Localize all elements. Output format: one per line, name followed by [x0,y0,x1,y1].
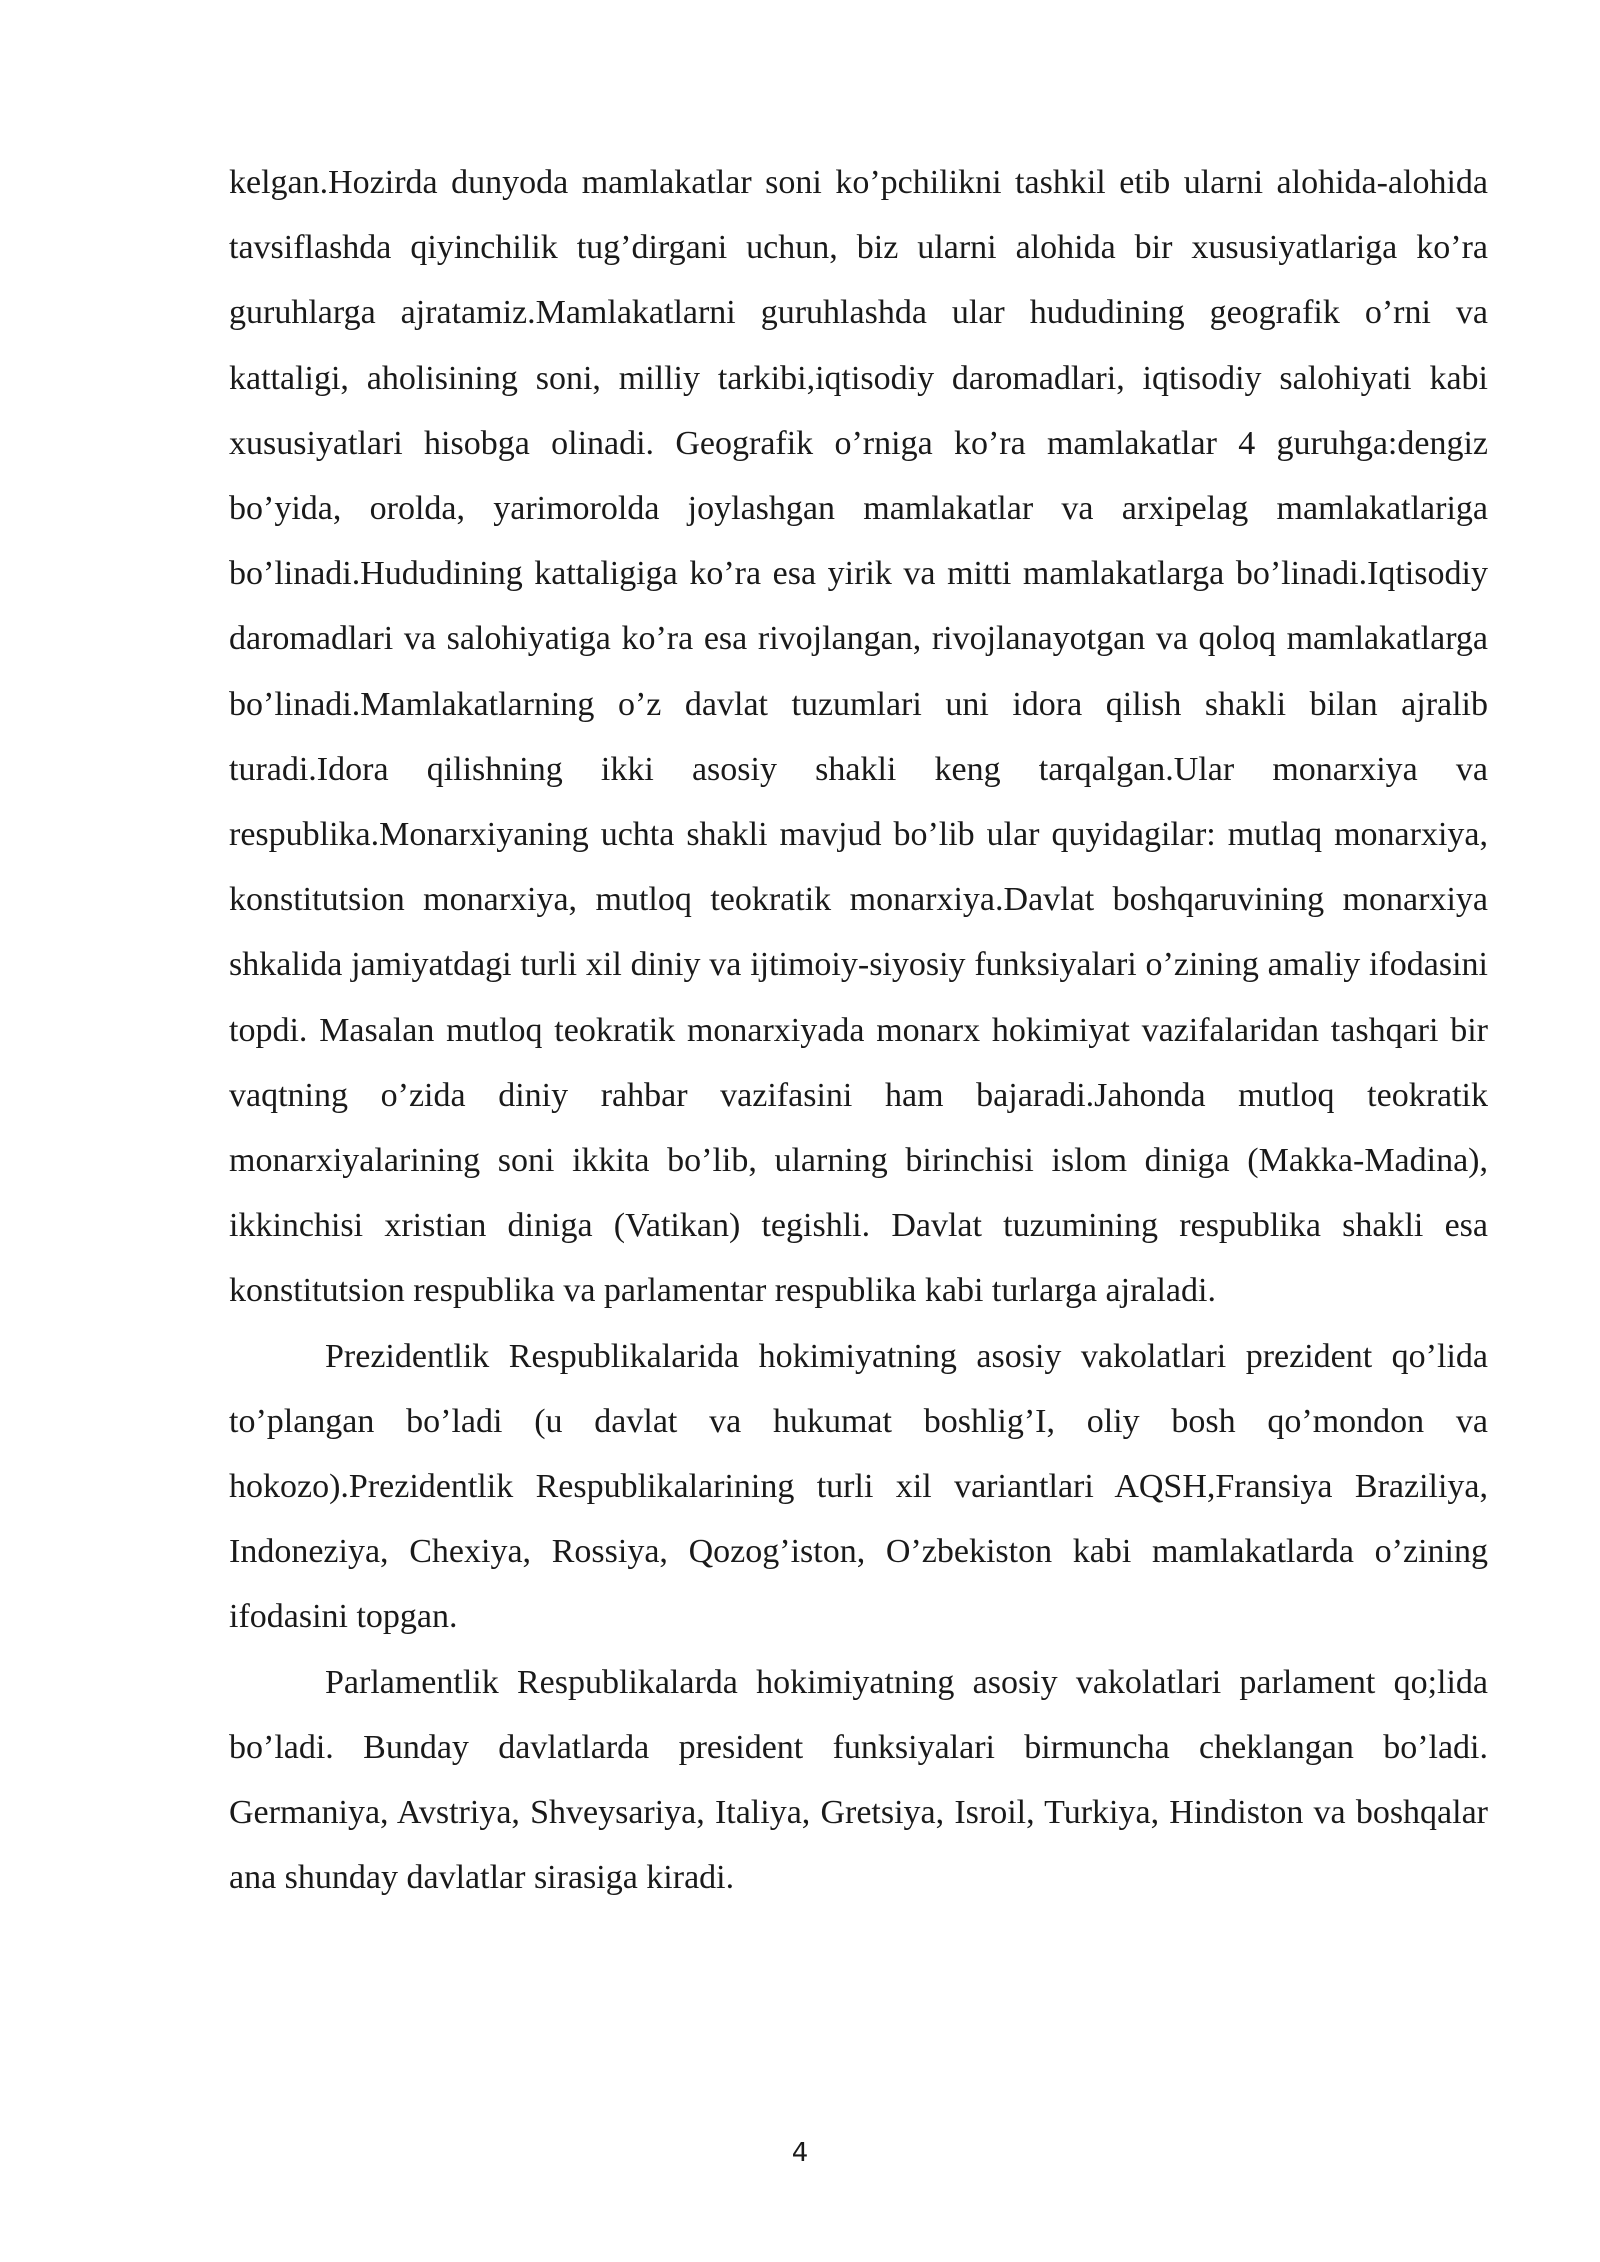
document-body [229,150,1488,1910]
paragraph-1: kelgan.Hozirda dunyoda mamlakatlar soni ko’pchilikni tashkil etib ularni alohida-alohida tavsiflashda qiyinchilik tug’dirgani uchun, biz ularni alohida bir xususiyatlariga ko’ra guruhlarga ajratamiz.Mamlakatlarni guruhlashda ular hududining geografik o’rni va kattaligi, aholisining soni, milliy tarkibi,iqtisodiy daromadlari, iqtisodiy salohiyati kabi xususiyatlari hisobga olinadi. Geografik o’rniga ko’ra mamlakatlar 4 guruhga:dengiz bo’yida, orolda, yarimorolda joylashgan mamlakatlar va arxipelag mamlakatlariga bo’linadi.Hududining kattaligiga ko’ra esa yirik va mitti mamlakatlarga bo’linadi.Iqtisodiy daromadlari va salohiyatiga ko’ra esa rivojlangan, rivojlanayotgan va qoloq mamlakatlarga bo’linadi.Mamlakatlarning o’z davlat tuzumlari uni idora qilish shakli bilan ajralib turadi.Idora qilishning ikki asosiy shakli keng tarqalgan.Ular monarxiya va respublika.Monarxiyaning uchta shakli mavjud bo’lib ular quyidagilar: mutlaq monarxiya, konstitutsion monarxiya, mutloq teokratik monarxiya.Davlat boshqaruvining monarxiya shkalida jamiyatdagi turli xil diniy va ijtimoiy-siyosiy funksiyalari o’zining amaliy ifodasini topdi. Masalan mutloq teokratik monarxiyada monarx hokimiyat vazifalaridan tashqari bir vaqtning o’zida diniy rahbar vazifasini ham bajaradi.Jahonda mutloq teokratik monarxiyalarining soni ikkita bo’lib, ularning birinchisi islom diniga (Makka-Madina), ikkinchisi xristian diniga (Vatikan) tegishli. Davlat tuzumining respublika shakli esa konstitutsion respublika va parlamentar respublika kabi turlarga ajraladi. [229,164,1488,1310]
paragraph-2: Prezidentlik Respublikalarida hokimiyatning asosiy vakolatlari prezident qo’lida to’plangan bo’ladi (u davlat va hukumat boshlig’I, oliy bosh qo’mondon va hokozo).Prezidentlik Respublikalarining turli xil variantlari AQSH,Fransiya Braziliya, Indoneziya, Chexiya, Rossiya, Qozog’iston, O’zbekiston kabi mamlakatlarda o’zining ifodasini topgan. [229,1337,1488,1636]
page-number: 4 [791,2138,809,2168]
paragraph-3: Parlamentlik Respublikalarda hokimiyatning asosiy vakolatlari parlament qo;lida bo’ladi. Bunday davlatlarda president funksiyalari birmuncha cheklangan bo’ladi. Germaniya, Avstriya, Shveysariya, Italiya, Gretsiya, Isroil, Turkiya, Hindiston va boshqalar ana shunday davlatlar sirasiga kiradi. [229,1663,1488,1897]
